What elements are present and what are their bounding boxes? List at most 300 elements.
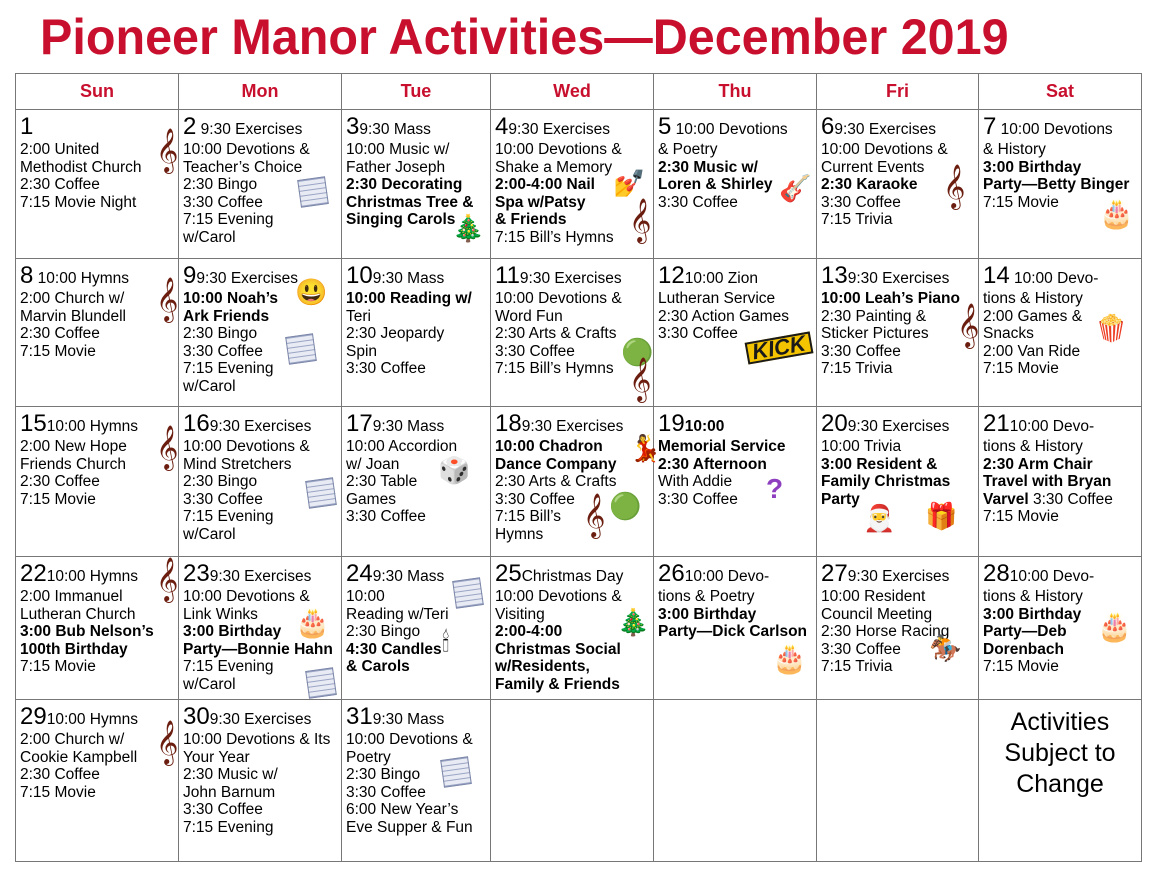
treble-clef-icon: 𝄞	[583, 495, 606, 537]
day-cell	[16, 110, 179, 259]
activity-line: 9:30 Exercises	[847, 270, 950, 287]
day-number: 27	[821, 560, 848, 587]
activity-line: 3:00 Birthday	[983, 158, 1082, 176]
activity-line: Christmas Social	[495, 640, 621, 658]
activity-line: Party—Deb	[983, 623, 1067, 640]
activity-line: 3:30 Coffee	[821, 640, 901, 658]
activity-line: Poetry	[346, 748, 391, 766]
day-cell	[179, 700, 342, 862]
guitar-icon: 🎸	[779, 173, 812, 203]
activity-line: 2:30 Bingo	[346, 623, 421, 640]
day-number: 24	[346, 560, 373, 587]
activity-line: w/Residents,	[495, 658, 590, 675]
activity-line: tions & History	[983, 438, 1083, 455]
activity-line: 7:15 Evening	[183, 360, 274, 377]
activity-line: Loren & Shirley	[658, 176, 773, 193]
activity-line: 2:00-4:00	[495, 623, 563, 640]
activity-line: tions & History	[983, 588, 1083, 605]
day-number: 22	[20, 560, 47, 587]
treble-clef-icon: 𝄞	[156, 722, 179, 764]
activity-line: 10:00 Hymns	[33, 270, 129, 287]
activity-line: 3:30 Coffee	[821, 342, 901, 360]
activity-line: 2:30 Bingo	[346, 766, 421, 783]
activity-line: 2:30 Horse Racing	[821, 623, 950, 640]
day-number: 15	[20, 410, 47, 437]
activity-line: Teri	[346, 307, 371, 325]
activity-line: Singing Carols	[346, 211, 456, 228]
day-cell	[979, 259, 1142, 407]
activity-line: Party—Bonnie Hahn	[183, 640, 333, 658]
activity-line: Spa w/Patsy	[495, 193, 586, 211]
page-title: Pioneer Manor Activities—December 2019	[40, 9, 1009, 65]
activity-line: Friends Church	[20, 455, 126, 473]
activity-line: 10:00 Hymns	[46, 711, 139, 728]
activity-line: 2:30 Arts & Crafts	[495, 473, 617, 490]
activity-line: 10:00 Devo-	[1009, 418, 1095, 435]
activity-line: Travel with Bryan	[983, 473, 1112, 490]
noah-face-icon: 😃	[295, 277, 328, 307]
activity-line: 10:00 Devotions	[671, 121, 788, 138]
day-number: 4	[495, 113, 509, 140]
activity-line: Party—Dick Carlson	[658, 623, 808, 640]
day-cell	[179, 407, 342, 557]
weekday-header-row	[16, 74, 1142, 110]
activity-line: 3:30 Coffee	[183, 342, 263, 360]
activity-line: Dance Company	[495, 455, 617, 473]
activity-line: tions & History	[983, 290, 1083, 307]
activity-line: 3:30 Coffee	[346, 360, 426, 377]
day-number: 8	[20, 262, 34, 289]
activity-line: 7:15 Bill’s Hymns	[495, 228, 614, 246]
activity-line: 7:15 Trivia	[821, 658, 893, 675]
nail-polish-icon: 💅	[613, 168, 646, 198]
activity-line: Christmas Day	[521, 568, 624, 585]
activity-line: Cookie Kampbell	[20, 748, 138, 766]
activity-line: 9:30 Mass	[372, 270, 445, 287]
activity-line: 9:30 Exercises	[196, 121, 303, 138]
activity-line: 10:00 Devotions & Its	[183, 731, 331, 748]
activity-line: Father Joseph	[346, 158, 446, 176]
activity-line: 10:00 Devotions	[996, 121, 1113, 138]
activity-line: 10:00 Leah’s Piano	[821, 290, 960, 307]
activity-line: w/Carol	[183, 228, 236, 246]
activity-line: Word Fun	[495, 307, 563, 325]
activity-line: 3:30 Coffee	[495, 342, 575, 360]
day-number: 5	[658, 113, 672, 140]
activity-line: Party—Betty Binger	[983, 176, 1130, 193]
day-number: 7	[983, 113, 997, 140]
day-number: 9	[183, 262, 197, 289]
day-cell	[654, 110, 817, 259]
activity-line: Spin	[346, 342, 378, 360]
activity-line: 2:30 Coffee	[20, 176, 100, 193]
day-number: 2	[183, 113, 197, 140]
activity-line: Memorial Service	[658, 438, 786, 455]
activity-line: 10:00 Devotions &	[183, 438, 310, 455]
activity-line: 7:15 Trivia	[821, 211, 893, 228]
bingo-card-icon	[305, 477, 337, 509]
activity-line: Your Year	[183, 748, 250, 766]
treble-clef-icon: 𝄞	[156, 427, 179, 469]
birthday-cake-icon: 🎂	[1099, 198, 1134, 229]
birthday-cake-icon: 🎂	[772, 643, 807, 674]
activity-line: Games	[346, 490, 396, 508]
activity-line: 2:30 Music w/	[658, 158, 758, 176]
treble-clef-icon: 𝄞	[629, 200, 652, 242]
activity-line: 10:00 Devotions &	[346, 731, 473, 748]
activity-line: 3:30 Coffee	[658, 490, 738, 508]
activity-line: 3:30 Coffee	[658, 193, 738, 211]
day-number: 12	[658, 262, 685, 289]
activity-line: 9:30 Mass	[372, 418, 445, 435]
day-cell	[342, 259, 491, 407]
activity-line: 3:30 Coffee	[183, 490, 263, 508]
activity-line: 2:00 Games &	[983, 307, 1083, 325]
day-number: 25	[495, 560, 522, 587]
day-cell	[179, 557, 342, 700]
activity-line: 9:30 Exercises	[521, 418, 624, 435]
arts-crafts-icon: 🟢	[621, 337, 654, 367]
day-number: 1	[20, 113, 34, 140]
bingo-card-icon	[285, 333, 317, 365]
activity-line: 10:00 Music w/	[346, 141, 450, 158]
activity-line: 2:30 Jeopardy	[346, 325, 445, 342]
santa-icon: 🎅	[863, 503, 896, 533]
activity-line: 7:15 Movie	[20, 490, 96, 508]
activity-line: 100th Birthday	[20, 640, 128, 658]
activity-line: Visiting	[495, 605, 545, 623]
week-row	[16, 407, 1142, 557]
day-number: 11	[495, 262, 520, 289]
activity-line: 7:15 Movie	[983, 508, 1059, 525]
activity-line: Marvin Blundell	[20, 307, 126, 325]
note-line: Activities	[1010, 708, 1110, 736]
birthday-cake-icon: 🎂	[1097, 611, 1132, 642]
activity-line: 7:15 Bill’s	[495, 508, 562, 525]
week-row	[16, 557, 1142, 700]
weekday-tue: Tue	[342, 74, 491, 110]
note-line: Subject to	[1004, 739, 1116, 767]
treble-clef-icon: 𝄞	[943, 166, 966, 208]
day-number: 23	[183, 560, 210, 587]
weekday-fri: Fri	[817, 74, 979, 110]
activity-line: 7:15 Movie Night	[20, 193, 137, 211]
activity-line: Lutheran Service	[658, 290, 776, 307]
week-row	[16, 700, 1142, 862]
day-number: 16	[183, 410, 210, 437]
activity-line: 9:30 Exercises	[519, 270, 622, 287]
weekday-wed: Wed	[491, 74, 654, 110]
activity-line: 2:30 Action Games	[658, 307, 789, 325]
activity-line: 10:00 Devotions &	[821, 141, 948, 158]
activity-line: Teacher’s Choice	[183, 158, 303, 176]
activity-line: Reading w/Teri	[346, 605, 449, 623]
day-cell	[16, 259, 179, 407]
day-cell	[491, 700, 654, 862]
activity-line: 10:00 Noah’s	[183, 290, 279, 307]
activity-line: 3:30 Coffee	[183, 801, 263, 818]
day-number: 31	[346, 703, 373, 730]
activity-line: 7:15 Evening	[183, 211, 274, 228]
activity-line: w/Carol	[183, 675, 236, 693]
activity-line: 3:30 Coffee	[495, 490, 575, 508]
activity-line: 2:00 New Hope	[20, 438, 127, 455]
activity-line: 7:15 Bill’s Hymns	[495, 360, 614, 377]
activity-line: tions & Poetry	[658, 588, 755, 605]
day-cell	[342, 700, 491, 862]
activity-line: w/Carol	[183, 525, 236, 543]
activity-line: 10:00 Accordion	[346, 438, 458, 455]
activity-line: 3:00 Bub Nelson’s	[20, 623, 154, 640]
activity-line: 7:15 Movie	[20, 342, 96, 360]
day-cell	[817, 110, 979, 259]
activity-line: 2:30 Coffee	[20, 325, 100, 342]
activity-line: 2:30 Painting &	[821, 307, 927, 325]
activity-line: 10:00 Devo-	[1009, 568, 1095, 585]
activity-line: 9:30 Exercises	[847, 568, 950, 585]
day-number: 21	[983, 410, 1010, 437]
week-row	[16, 259, 1142, 407]
activity-line: w/ Joan	[346, 455, 400, 473]
day-number: 26	[658, 560, 685, 587]
day-number: 30	[183, 703, 210, 730]
activity-line: 7:15 Movie	[983, 193, 1059, 211]
activity-line: Ark Friends	[183, 307, 270, 325]
treble-clef-icon: 𝄞	[629, 359, 652, 401]
day-number: 10	[346, 262, 373, 289]
activity-line: 10:00 Trivia	[821, 438, 902, 455]
day-cell	[979, 110, 1142, 259]
activity-line: 3:30 Coffee	[658, 325, 738, 342]
activity-line: 10:00 Devotions &	[183, 588, 310, 605]
activity-line: 9:30 Mass	[359, 121, 431, 138]
day-cell	[654, 557, 817, 700]
activity-line: 7:15 Movie	[983, 658, 1059, 675]
activity-line: 2:00 Immanuel	[20, 588, 123, 605]
activity-line: 10:00	[346, 588, 385, 605]
activity-line: 7:15 Evening	[183, 508, 274, 525]
activity-line: 2:30 Karaoke	[821, 176, 918, 193]
gift-icon: 🎁	[925, 501, 958, 531]
weekday-mon: Mon	[179, 74, 342, 110]
activity-line: Varvel 3:30 Coffee	[983, 490, 1113, 508]
activity-line: 3:30 Coffee	[346, 783, 426, 801]
kick-game-icon: KICK	[745, 331, 814, 364]
activity-line: 2:00-4:00 Nail	[495, 176, 595, 193]
activity-line: 2:30 Arm Chair	[983, 455, 1093, 473]
activity-line: 7:15 Evening	[183, 818, 274, 836]
activity-line: 10:00 Devotions &	[495, 588, 622, 605]
horse-racing-icon: 🏇	[929, 633, 962, 663]
note-line: Change	[1016, 770, 1104, 798]
day-cell	[979, 557, 1142, 700]
activity-line: With Addie	[658, 473, 733, 490]
day-number: 17	[346, 410, 373, 437]
activity-line: 10:00 Devotions &	[495, 141, 622, 158]
activity-line: 7:15 Movie	[983, 360, 1059, 377]
activity-line: 10:00 Devo-	[684, 568, 770, 585]
activity-line: 2:30 Coffee	[20, 473, 100, 490]
activity-line: 7:15 Evening	[183, 658, 274, 675]
treble-clef-icon: 𝄞	[156, 130, 179, 172]
day-cell	[817, 557, 979, 700]
weekday-sat: Sat	[979, 74, 1142, 110]
day-cell	[654, 259, 817, 407]
activity-line: & History	[983, 141, 1046, 158]
activity-line: 2:00 Van Ride	[983, 342, 1081, 360]
day-number: 19	[658, 410, 685, 437]
day-cell	[817, 700, 979, 862]
day-cell	[179, 259, 342, 407]
activity-line: Sticker Pictures	[821, 325, 929, 342]
activity-line: 10:00 Reading w/	[346, 290, 472, 307]
activity-line: 3:00 Birthday	[983, 605, 1082, 623]
day-number: 20	[821, 410, 848, 437]
arts-crafts-icon: 🟢	[609, 491, 642, 521]
day-cell	[491, 557, 654, 700]
weekday-sun: Sun	[16, 74, 179, 110]
activity-line: 9:30 Exercises	[196, 270, 299, 287]
day-cell	[16, 700, 179, 862]
activity-line: 10:00 Hymns	[46, 568, 139, 585]
activity-line: 9:30 Mass	[372, 711, 445, 728]
week-row	[16, 110, 1142, 259]
activity-line: Family & Friends	[495, 675, 620, 693]
day-number: 29	[20, 703, 47, 730]
day-cell	[342, 110, 491, 259]
candle-icon: 🕯	[442, 627, 450, 657]
day-cell	[16, 407, 179, 557]
activity-line: 10:00 Devo-	[1009, 270, 1099, 287]
day-number: 13	[821, 262, 848, 289]
activity-line: 9:30 Exercises	[209, 568, 312, 585]
day-cell	[491, 110, 654, 259]
activity-line: Current Events	[821, 158, 925, 176]
day-cell	[16, 557, 179, 700]
bingo-card-icon	[297, 176, 329, 208]
day-cell	[342, 557, 491, 700]
activity-line: Christmas Tree &	[346, 193, 474, 211]
activity-line: 9:30 Exercises	[209, 711, 312, 728]
activity-line: Mind Stretchers	[183, 455, 292, 473]
activity-line: 9:30 Exercises	[508, 121, 611, 138]
dice-icon: 🎲	[438, 455, 471, 485]
activity-line: Lutheran Church	[20, 605, 136, 623]
day-number: 28	[983, 560, 1010, 587]
activity-line: 2:30 Afternoon	[658, 455, 767, 473]
day-cell	[979, 407, 1142, 557]
activity-line: Family Christmas	[821, 473, 951, 490]
day-cell	[654, 700, 817, 862]
activity-line: 3:00 Birthday	[183, 623, 282, 640]
bingo-card-icon	[440, 756, 472, 788]
activity-line: 3:30 Coffee	[821, 193, 901, 211]
activity-line: 7:15 Movie	[20, 783, 96, 801]
activity-line: Shake a Memory	[495, 158, 613, 176]
activity-line: 10:00 Chadron	[495, 438, 603, 455]
day-cell	[491, 259, 654, 407]
activity-line: 10:00 Resident	[821, 588, 926, 605]
activity-line: 3:30 Coffee	[346, 508, 426, 525]
activity-line: 2:30 Arts & Crafts	[495, 325, 617, 342]
day-cell	[654, 407, 817, 557]
calendar-grid	[15, 73, 1142, 862]
activity-line: w/Carol	[183, 377, 236, 395]
activity-line: 10:00 Zion	[684, 270, 758, 287]
activity-line: Dorenbach	[983, 640, 1064, 658]
day-cell	[491, 407, 662, 557]
activity-line: 9:30 Mass	[372, 568, 445, 585]
activity-line: 10:00 Devotions &	[495, 290, 622, 307]
christmas-tree-icon: 🎄	[617, 607, 650, 637]
activity-line: 6:00 New Year’s	[346, 801, 459, 818]
activity-line: 2:30 Bingo	[183, 473, 258, 490]
activity-line: & Poetry	[658, 141, 718, 158]
activity-line: 9:30 Exercises	[209, 418, 312, 435]
activity-line: 2:30 Bingo	[183, 325, 258, 342]
activity-line: 2:30 Decorating	[346, 176, 463, 193]
activity-line: Hymns	[495, 525, 544, 543]
activity-line: 9:30 Exercises	[834, 121, 937, 138]
day-cell	[817, 259, 979, 407]
day-cell	[979, 700, 1142, 862]
activity-line: 7:15 Trivia	[821, 360, 893, 377]
activity-line: 7:15 Movie	[20, 658, 96, 675]
bingo-card-icon	[305, 667, 337, 699]
treble-clef-icon: 𝄞	[156, 279, 179, 321]
activity-line: & Friends	[495, 211, 567, 228]
activity-line: 2:30 Coffee	[20, 766, 100, 783]
day-number: 6	[821, 113, 835, 140]
christmas-tree-icon: 🎄	[452, 213, 485, 243]
activity-line: 10:00 Hymns	[46, 418, 139, 435]
activity-line: 2:30 Music w/	[183, 766, 278, 783]
day-cell	[179, 110, 342, 259]
activity-line: 2:00 Church w/	[20, 290, 125, 307]
activity-line: 2:30 Table	[346, 473, 418, 490]
activity-line: 10:00 Devotions &	[183, 141, 310, 158]
day-cell	[817, 407, 979, 557]
day-number: 3	[346, 113, 360, 140]
dancer-icon: 💃	[629, 433, 662, 463]
treble-clef-icon: 𝄞	[957, 305, 980, 347]
activity-line: 2:00 United	[20, 141, 100, 158]
bingo-card-icon	[452, 577, 484, 609]
activity-line: Link Winks	[183, 605, 258, 623]
activity-line: Council Meeting	[821, 605, 933, 623]
activity-line: 2:00 Church w/	[20, 731, 125, 748]
activity-line: 2:30 Bingo	[183, 176, 258, 193]
question-marks-icon: ?	[766, 473, 784, 504]
treble-clef-icon: 𝄞	[156, 559, 179, 601]
activity-line: 9:30 Exercises	[847, 418, 950, 435]
activity-line: Methodist Church	[20, 158, 142, 176]
activity-line: 10:00	[684, 418, 725, 435]
activity-line: Eve Supper & Fun	[346, 818, 473, 836]
activity-line: 4:30 Candles	[346, 640, 442, 658]
activity-line: & Carols	[346, 658, 410, 675]
activity-line: Snacks	[983, 325, 1034, 342]
day-cell	[342, 407, 491, 557]
day-number: 18	[495, 410, 522, 437]
activity-line: John Barnum	[183, 783, 276, 801]
popcorn-icon: 🍿	[1095, 313, 1128, 343]
schedule-note	[983, 703, 1137, 800]
birthday-cake-icon: 🎂	[295, 607, 330, 638]
activity-line: Party	[821, 490, 860, 508]
activity-line: 3:30 Coffee	[183, 193, 263, 211]
day-number: 14	[983, 262, 1010, 289]
